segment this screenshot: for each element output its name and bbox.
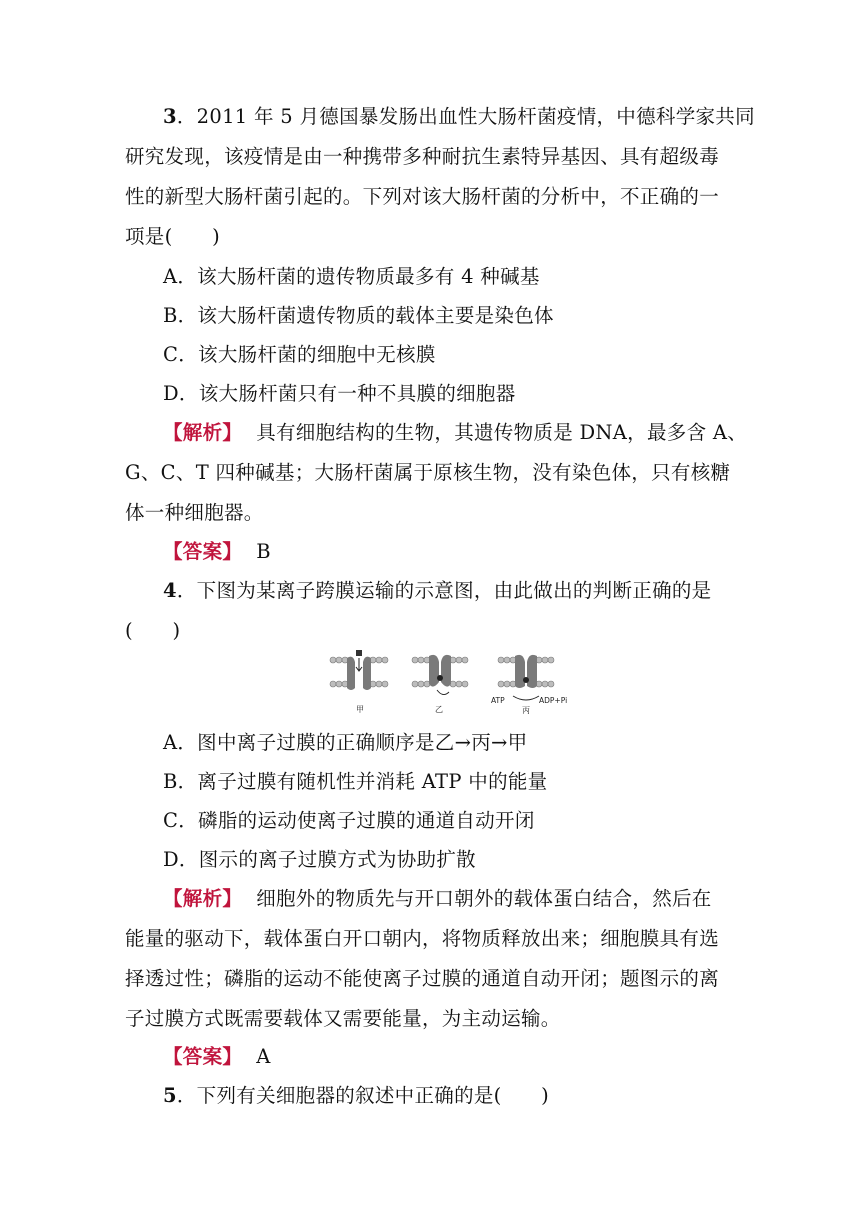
panel-yi	[412, 655, 468, 714]
q4-analysis-line-4: 子过膜方式既需要载体又需要能量，为主动运输。	[125, 1007, 561, 1030]
q5-stem-line-1: 5．下列有关细胞器的叙述中正确的是( )	[163, 1084, 550, 1107]
panel-jia	[330, 650, 388, 714]
q4-stem-line-2: ( )	[125, 619, 181, 642]
membrane-transport-figure	[325, 648, 580, 720]
q3-analysis-line-1: 【解析】 具有细胞结构的生物，其遗传物质是 DNA，最多含 A、	[163, 421, 748, 444]
q4-analysis-line-2: 能量的驱动下，载体蛋白开口朝内，将物质释放出来；细胞膜具有选	[125, 927, 720, 950]
q3-number: 3	[163, 105, 177, 128]
answer-tag: 【答案】	[163, 540, 243, 563]
q3-option-b: B．该大肠杆菌遗传物质的载体主要是染色体	[163, 304, 554, 327]
panel-label-bing: 丙	[522, 706, 530, 715]
q3-stem-line-3: 性的新型大肠杆菌引起的。下列对该大肠杆菌的分析中，不正确的一	[125, 185, 720, 208]
q3-stem-line-2: 研究发现，该疫情是由一种携带多种耐抗生素特异基因、具有超级毒	[125, 145, 720, 168]
atp-label: ATP	[491, 696, 505, 705]
q3-option-a: A．该大肠杆菌的遗传物质最多有 4 种碱基	[163, 265, 540, 288]
analysis-tag: 【解析】	[163, 421, 243, 444]
q4-option-c: C．磷脂的运动使离子过膜的通道自动开闭	[163, 809, 535, 832]
q3-stem-line-4: 项是( )	[125, 225, 221, 248]
panel-label-yi: 乙	[435, 705, 443, 714]
panel-bing	[491, 655, 567, 715]
q3-analysis-line-3: 体一种细胞器。	[125, 501, 264, 524]
q4-stem-line-1: 4．下图为某离子跨膜运输的示意图，由此做出的判断正确的是	[163, 579, 712, 602]
q3-stem-line-1: 3．2011 年 5 月德国暴发肠出血性大肠杆菌疫情，中德科学家共同	[163, 105, 755, 128]
panel-label-jia: 甲	[356, 705, 364, 714]
q3-analysis-line-2: G、C、T 四种碱基；大肠杆菌属于原核生物，没有染色体，只有核糖	[125, 461, 731, 484]
q5-number: 5	[163, 1084, 177, 1107]
q3-option-c: C．该大肠杆菌的细胞中无核膜	[163, 343, 436, 366]
answer-tag: 【答案】	[163, 1045, 243, 1068]
q3-option-d: D．该大肠杆菌只有一种不具膜的细胞器	[163, 382, 516, 405]
analysis-tag: 【解析】	[163, 887, 243, 910]
q4-option-d: D．图示的离子过膜方式为协助扩散	[163, 848, 476, 871]
q4-option-a: A．图中离子过膜的正确顺序是乙→丙→甲	[163, 731, 528, 754]
q4-answer: 【答案】 A	[163, 1045, 271, 1068]
q4-option-b: B．离子过膜有随机性并消耗 ATP 中的能量	[163, 770, 548, 793]
q4-number: 4	[163, 579, 177, 602]
adp-label: ADP+Pi	[539, 696, 568, 705]
q4-analysis-line-3: 择透过性；磷脂的运动不能使离子过膜的通道自动开闭；题图示的离	[125, 967, 720, 990]
q3-answer: 【答案】 B	[163, 540, 271, 563]
q4-analysis-line-1: 【解析】 细胞外的物质先与开口朝外的载体蛋白结合，然后在	[163, 887, 712, 910]
